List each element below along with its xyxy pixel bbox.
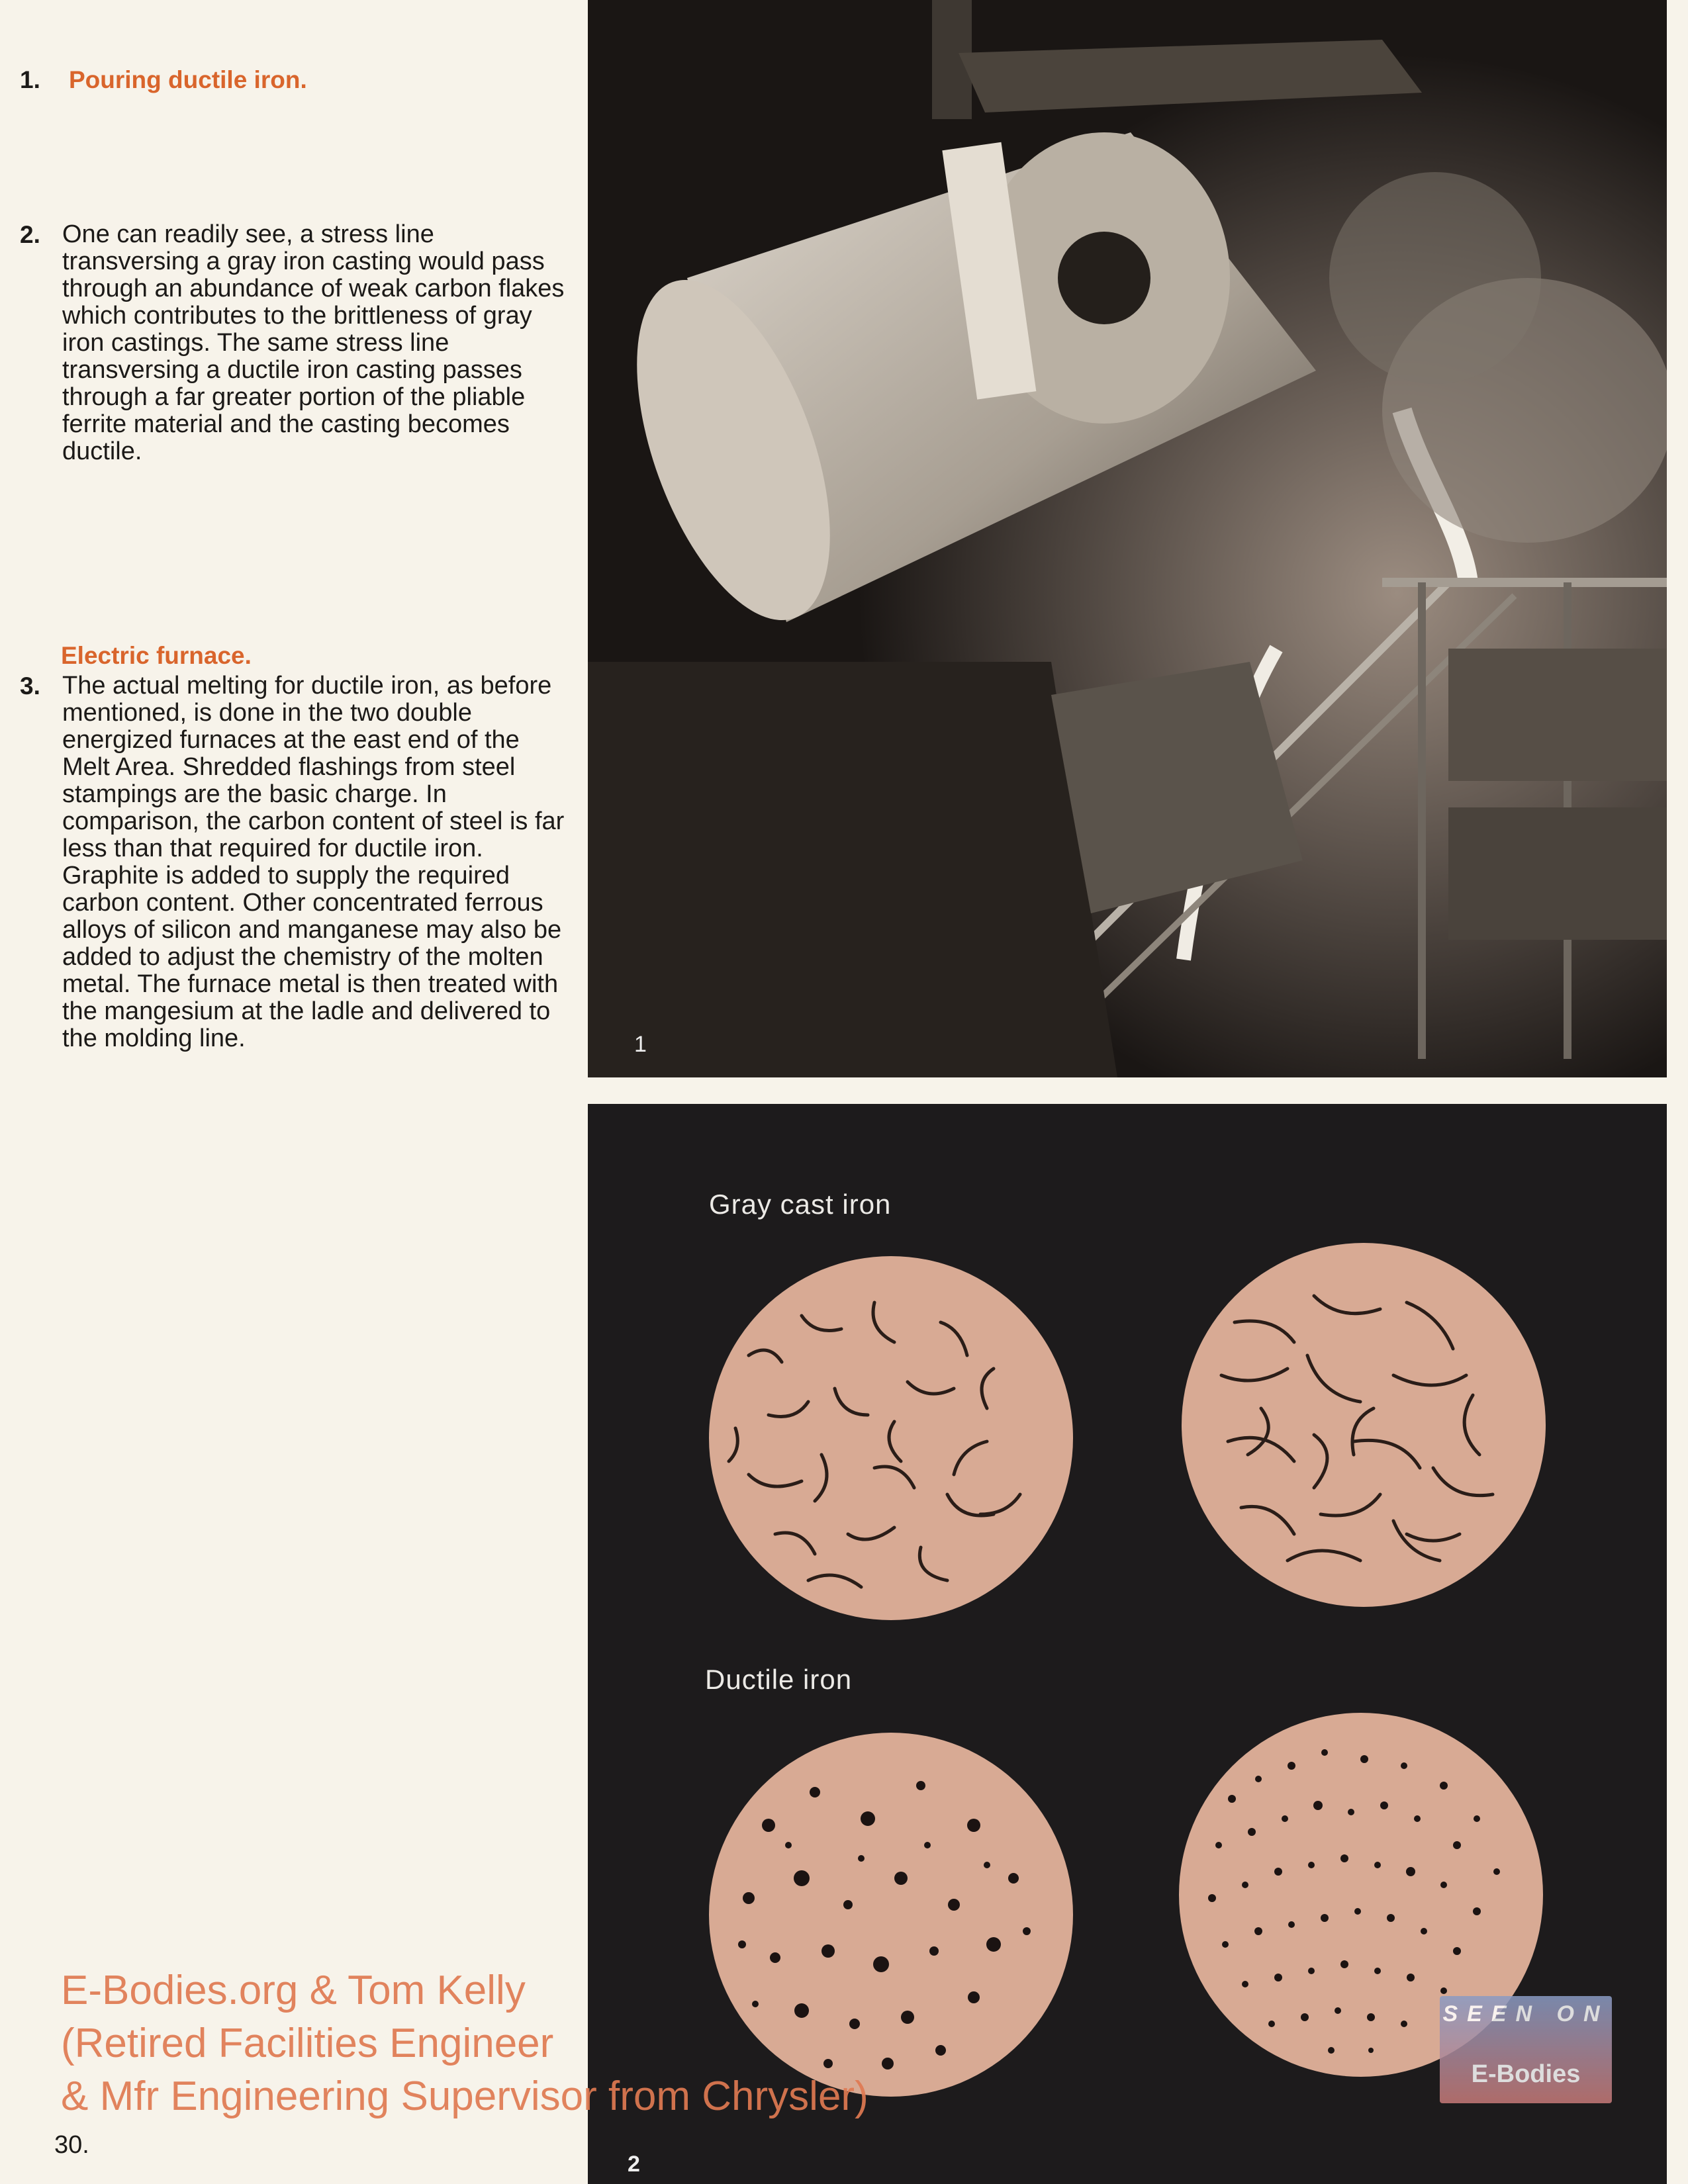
watermark-line-2: (Retired Facilities Engineer <box>61 2021 554 2066</box>
seen-on-text: SEEN ON <box>1442 2001 1609 2026</box>
pouring-photo-illustration <box>588 0 1667 1077</box>
item-2-number: 2. <box>20 221 40 248</box>
gray-flakes-right <box>1182 1243 1546 1607</box>
item-1 <box>20 66 569 93</box>
gray-iron-micrograph-left <box>709 1256 1073 1620</box>
item-3-heading: Electric furnace. <box>61 642 252 669</box>
gray-flakes-left <box>709 1256 1073 1620</box>
figure-1-label: 1 <box>634 1032 647 1057</box>
ductile-iron-title: Ductile iron <box>705 1664 853 1695</box>
item-2-text: One can readily see, a stress line transversing a gray iron casting would pass through an abundance of weak carbon flakes which contributes to the brittleness of gray iron castings. The same stress line transversing a ductile iron casting passes through a far greater portion of the pliable ferrite material and the casting becomes ductile. <box>62 220 565 465</box>
figure-2-label: 2 <box>628 2152 640 2177</box>
gray-iron-micrograph-right <box>1182 1243 1546 1607</box>
watermark-text <box>61 1964 868 2123</box>
seen-on-badge <box>1440 1996 1612 2103</box>
pouring-photo <box>588 0 1667 1077</box>
item-1-heading: Pouring ductile iron. <box>69 66 307 93</box>
item-1-number: 1. <box>20 66 40 93</box>
e-bodies-text: E-Bodies <box>1471 2060 1581 2088</box>
item-3 <box>20 642 569 1052</box>
watermark-line-3: & Mfr Engineering Supervisor from Chrysler) <box>61 2073 868 2119</box>
item-3-number: 3. <box>20 672 40 700</box>
watermark-line-1: E-Bodies.org & Tom Kelly <box>61 1968 526 2013</box>
item-2 <box>20 221 569 465</box>
page-number: 30. <box>54 2131 89 2159</box>
item-3-text: The actual melting for ductile iron, as before mentioned, is done in the two double energized furnaces at the east end of the Melt Area. Shredded flashings from steel stampings are the basic charge. In comparison, the carbon content of steel is far less than that required for ductile iron. Graphite is added to supply the required carbon content. Other concentrated ferrous alloys of silicon and manganese may also be added to adjust the chemistry of the molten metal. The furnace metal is then treated with the mangesium at the ladle and delivered to the molding line. <box>62 672 565 1052</box>
gray-cast-iron-title: Gray cast iron <box>709 1189 892 1220</box>
